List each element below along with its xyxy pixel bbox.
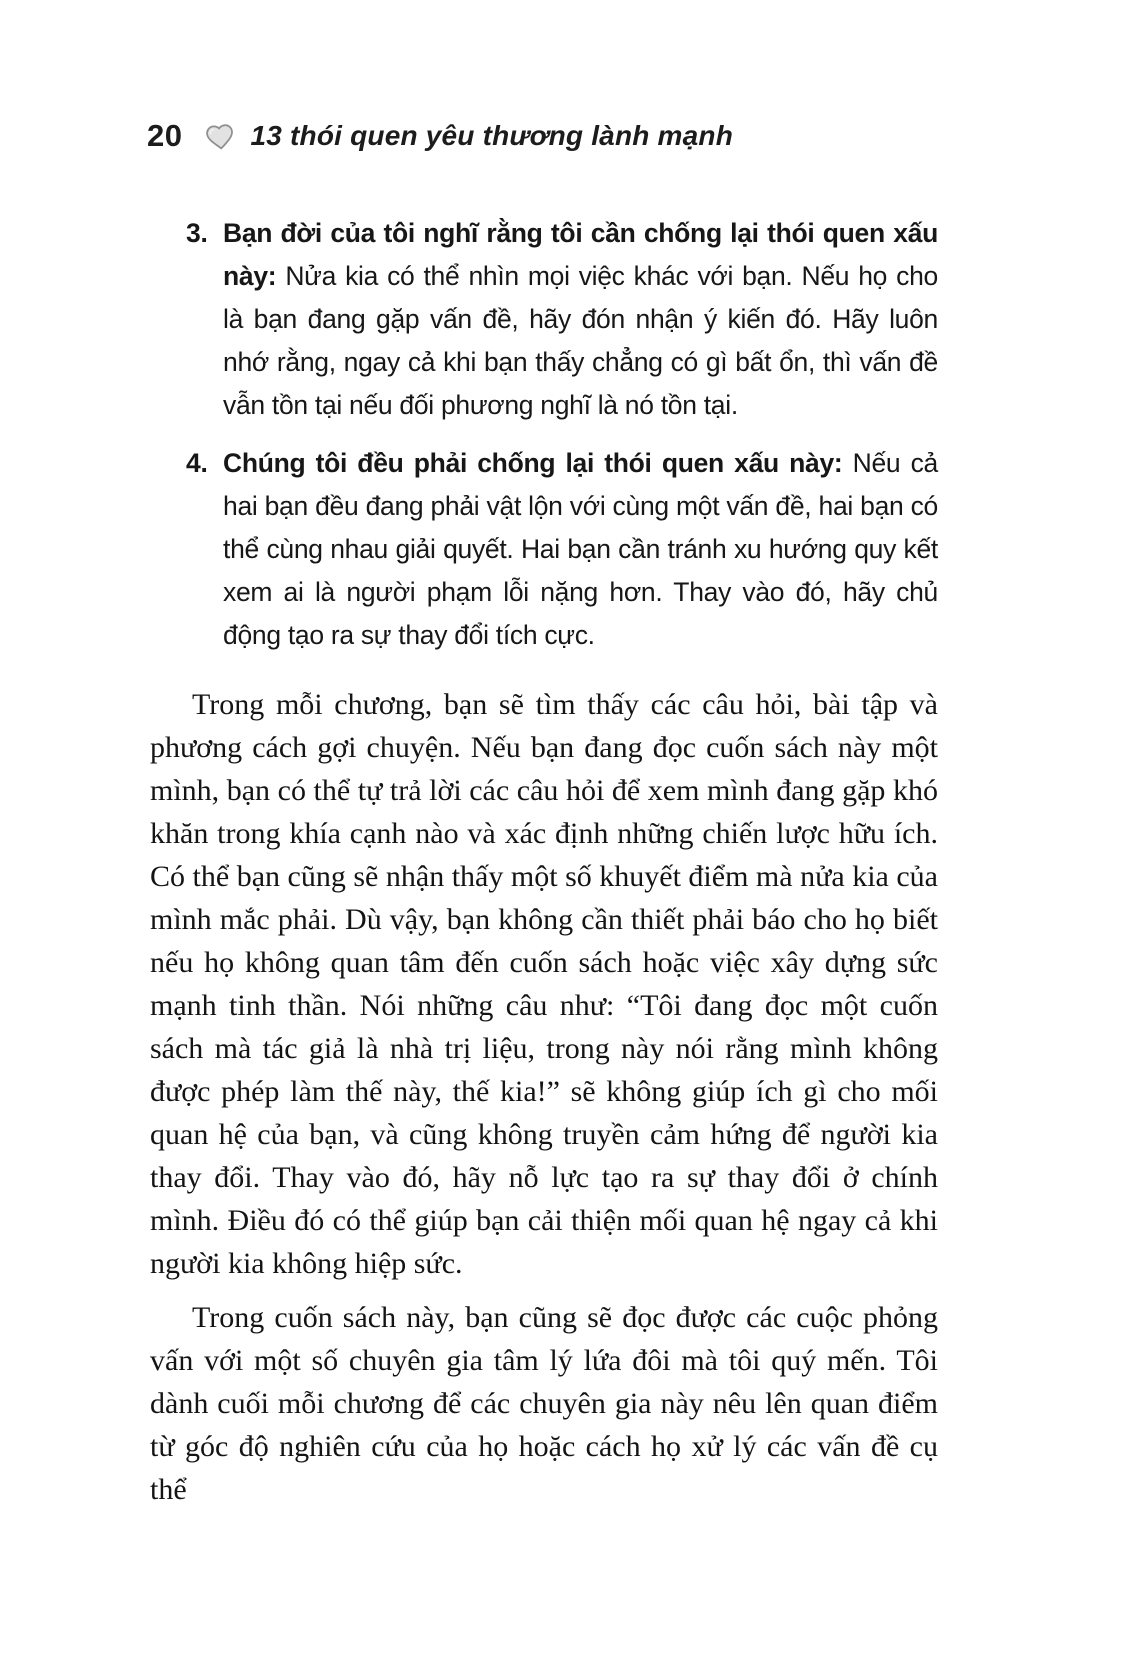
page-content xyxy=(150,212,938,1511)
list-item-lead: Chúng tôi đều phải chống lại thói quen xấu này: xyxy=(223,448,843,478)
list-item-text xyxy=(223,212,938,427)
list-item-3 xyxy=(186,212,938,427)
book-title: 13 thói quen yêu thương lành mạnh xyxy=(250,120,734,151)
list-item-body: Nếu cả hai bạn đều đang phải vật lộn với cùng một vấn đề, hai bạn có thể cùng nhau giải quyết. Hai bạn cần tránh xu hướng quy kết xem ai là người phạm lỗi nặng hơn. Thay vào đó, hãy chủ động tạo ra sự thay đổi tích cực. xyxy=(223,448,938,650)
list-item-4 xyxy=(186,442,938,657)
list-item-body: Nửa kia có thể nhìn mọi việc khác với bạn. Nếu họ cho là bạn đang gặp vấn đề, hãy đón nhận ý kiến đó. Hãy luôn nhớ rằng, ngay cả khi bạn thấy chẳng có gì bất ổn, thì vấn đề vẫn tồn tại nếu đối phương nghĩ là nó tồn tại. xyxy=(223,261,938,420)
heart-icon xyxy=(203,120,238,153)
numbered-list xyxy=(150,212,938,657)
paragraph-2: Trong cuốn sách này, bạn cũng sẽ đọc được các cuộc phỏng vấn với một số chuyên gia tâm lý lứa đôi mà tôi quý mến. Tôi dành cuối mỗi chương để các chuyên gia này nêu lên quan điểm từ góc độ nghiên cứu của họ hoặc cách họ xử lý các vấn đề cụ thể xyxy=(150,1301,938,1506)
page-number: 20 xyxy=(147,118,183,153)
list-item-number: 3. xyxy=(186,218,208,248)
list-item-text xyxy=(223,442,938,657)
paragraph-1: Trong mỗi chương, bạn sẽ tìm thấy các câu hỏi, bài tập và phương cách gợi chuyện. Nếu bạn đang đọc cuốn sách này một mình, bạn có thể tự trả lời các câu hỏi để xem mình đang gặp khó khăn trong khía cạnh nào và xác định những chiến lược hữu ích. Có thể bạn cũng sẽ nhận thấy một số khuyết điểm mà nửa kia của mình mắc phải. Dù vậy, bạn không cần thiết phải báo cho họ biết nếu họ không quan tâm đến cuốn sách hoặc việc xây dựng sức mạnh tinh thần. Nói những câu như: “Tôi đang đọc một cuốn sách mà tác giả là nhà trị liệu, trong này nói rằng mình không được phép làm thế này, thế kia!” sẽ không giúp ích gì cho mối quan hệ của bạn, và cũng không truyền cảm hứng để người kia thay đổi. Thay vào đó, hãy nỗ lực tạo ra sự thay đổi ở chính mình. Điều đó có thể giúp bạn cải thiện mối quan hệ ngay cả khi người kia không hiệp sức. xyxy=(150,688,938,1280)
running-header xyxy=(147,118,733,154)
list-item-number: 4. xyxy=(186,448,208,478)
list-item-lead: Bạn đời của tôi nghĩ rằng tôi cần chống lại thói quen xấu này: xyxy=(223,218,938,291)
body-text xyxy=(150,672,938,1511)
